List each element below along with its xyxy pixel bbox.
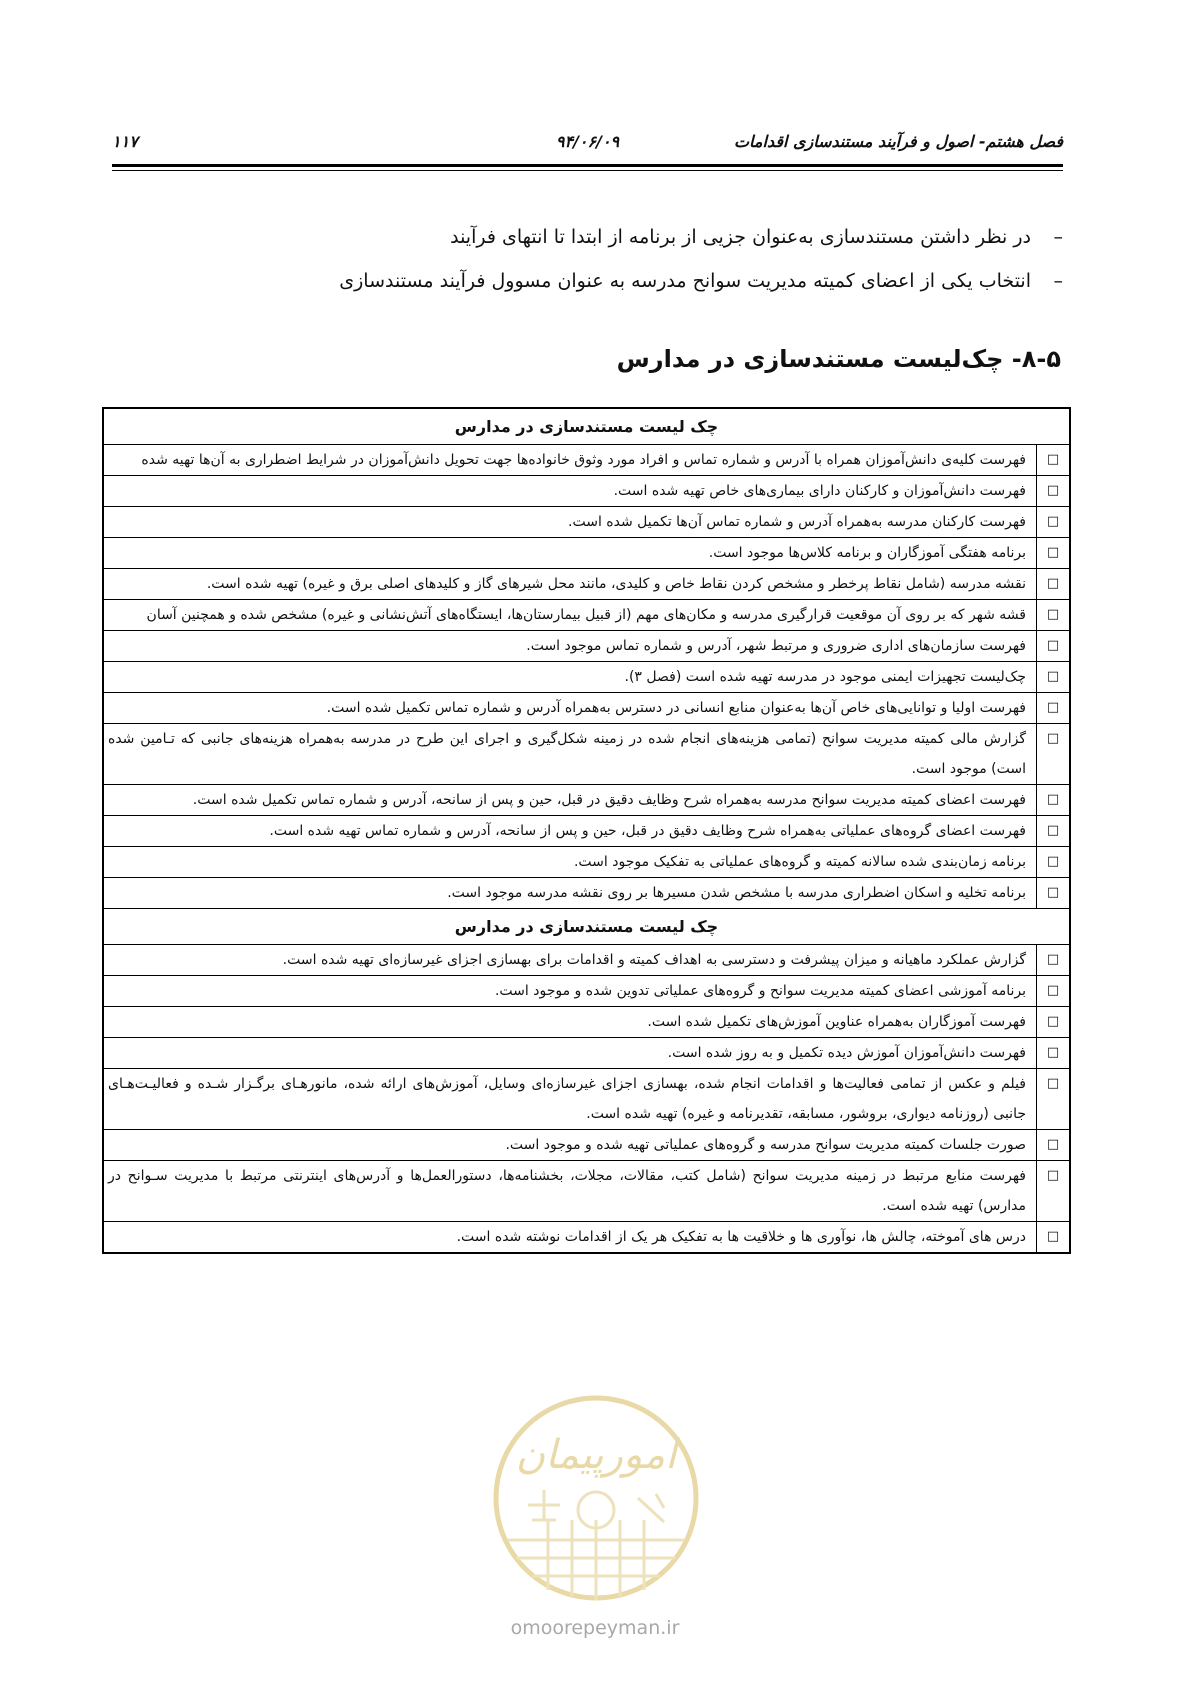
table-row <box>104 1130 1069 1161</box>
page-number: ۱۱۷ <box>112 132 138 151</box>
checkbox[interactable]: □ <box>1036 445 1069 475</box>
checklist-item-text: برنامه زمان‌بندی شده سالانه کمیته و گروه‌های عملیاتی به تفکیک موجود است. <box>573 854 1026 870</box>
checkbox[interactable]: □ <box>1036 1161 1069 1221</box>
checkbox[interactable]: □ <box>1036 945 1069 975</box>
checklist-group-2 <box>104 945 1069 1252</box>
header-rule-thin <box>112 170 1063 171</box>
checkbox[interactable]: □ <box>1036 1069 1069 1129</box>
checkbox[interactable]: □ <box>1036 569 1069 599</box>
checkbox[interactable]: □ <box>1036 1222 1069 1252</box>
table-row <box>104 569 1069 600</box>
checkbox[interactable]: □ <box>1036 785 1069 815</box>
table-row <box>104 600 1069 631</box>
checkbox[interactable]: □ <box>1036 1007 1069 1037</box>
checkbox[interactable]: □ <box>1036 878 1069 908</box>
table-row <box>104 976 1069 1007</box>
checkbox[interactable]: □ <box>1036 476 1069 506</box>
checklist-item-text: قشه شهر که بر روی آن موقعیت قرارگیری مدرسه و مکان‌های مهم (از قبیل بیمارستان‌ها، ایستگاه‌های آتش‌نشانی و غیره) مشخص شده و همچنین آسان <box>146 607 1026 623</box>
checklist-item-text: فهرست کلیه‌ی دانش‌آموزان همراه با آدرس و شماره تماس و افراد مورد وثوق خانواده‌ها جهت تحویل دانش‌آموزان در شرایط اضطراری به آن‌ها تهیه شده <box>141 452 1026 468</box>
checklist-item-text: فهرست منابع مرتبط در زمینه مدیریت سوانح (شامل کتب، مقالات، مجلات، بخشنامه‌ها، دستورالعمل‌ها و آدرس‌های اینترنتی مرتبط با مدیریت سـوانح در مدارس) تهیه شده است. <box>108 1168 1026 1214</box>
table-row <box>104 878 1069 908</box>
checklist-item-text: برنامه تخلیه و اسکان اضطراری مدرسه با مشخص شدن مسیرها بر روی نقشه مدرسه موجود است. <box>447 885 1026 901</box>
table-header: چک لیست مستندسازی در مدارس <box>104 908 1069 945</box>
table-row <box>104 724 1069 785</box>
table-row <box>104 847 1069 878</box>
checkbox[interactable]: □ <box>1036 1130 1069 1160</box>
checkbox[interactable]: □ <box>1036 724 1069 784</box>
chapter-title: فصل هشتم- اصول و فرآیند مستندسازی اقدامات <box>733 132 1063 151</box>
table-row <box>104 1222 1069 1252</box>
checklist-item-text: فهرست اعضای گروه‌های عملیاتی به‌همراه شرح وظایف دقیق در قبل، حین و پس از سانحه، آدرس و شماره تماس تهیه شده است. <box>269 823 1026 839</box>
checklist-item-text: فهرست سازمان‌های اداری ضروری و مرتبط شهر، آدرس و شماره تماس موجود است. <box>526 638 1026 654</box>
seal-text: امورپیمان <box>515 1432 677 1478</box>
table-row <box>104 945 1069 976</box>
header-rule-thick <box>112 164 1063 167</box>
bullet-item <box>163 259 1063 303</box>
table-row <box>104 1161 1069 1222</box>
checklist-item-text: گزارش مالی کمیته مدیریت سوانح (تمامی هزینه‌های انجام شده در زمینه شکل‌گیری و اجرای این طرح در مدرسه به‌همراه هزینه‌های جانبی که تـامین شده است) موجود است. <box>108 731 1026 777</box>
checklist-item-text: فهرست اولیا و توانایی‌های خاص آن‌ها به‌عنوان منابع انسانی در دسترس به‌همراه آدرس و شماره تماس تکمیل شده است. <box>326 700 1026 716</box>
checkbox[interactable]: □ <box>1036 1038 1069 1068</box>
header-date: ۹۴/۰۶/۰۹ <box>555 132 620 151</box>
checkbox[interactable]: □ <box>1036 538 1069 568</box>
checkbox[interactable]: □ <box>1036 693 1069 723</box>
watermark-seal <box>488 1390 704 1606</box>
bullet-item <box>163 215 1063 259</box>
checklist-item-text: فیلم و عکس از تمامی فعالیت‌ها و اقدامات انجام شده، بهسازی اجزای غیرسازه‌ای وسایل، آموزش‌های ارائه شده، مانورهـای برگـزار شـده و فعالیـت‌هـای جانبی (روزنامه دیواری، بروشور، مسابقه، تقدیرنامه و غیره) تهیه شده است. <box>108 1076 1026 1122</box>
checklist-item-text: برنامه هفتگی آموزگاران و برنامه کلاس‌ها موجود است. <box>708 545 1026 561</box>
checklist-table <box>102 407 1071 1254</box>
table-row <box>104 693 1069 724</box>
dash-marker: – <box>1053 226 1063 248</box>
checklist-item-text: چک‌لیست تجهیزات ایمنی موجود در مدرسه تهیه شده است (فصل ۳). <box>624 669 1026 685</box>
table-row <box>104 631 1069 662</box>
checklist-item-text: برنامه آموزشی اعضای کمیته مدیریت سوانح و گروه‌های عملیاتی تدوین شده و موجود است. <box>494 983 1026 999</box>
section-title: ۸-۵- چک‌لیست مستندسازی در مدارس <box>616 345 1061 373</box>
table-row <box>104 785 1069 816</box>
checklist-item-text: فهرست دانش‌آموزان و کارکنان دارای بیماری‌های خاص تهیه شده است. <box>613 483 1026 499</box>
table-row <box>104 445 1069 476</box>
bullet-list <box>163 215 1063 303</box>
table-row <box>104 816 1069 847</box>
table-row <box>104 507 1069 538</box>
checklist-item-text: نقشه مدرسه (شامل نقاط پرخطر و مشخص کردن نقاط خاص و کلیدی، مانند محل شیرهای گاز و کلیدهای اصلی برق و غیره) تهیه شده است. <box>206 576 1026 592</box>
checklist-item-text: گزارش عملکرد ماهیانه و میزان پیشرفت و دسترسی به اهداف کمیته و اقدامات برای بهسازی اجزای غیرسازه‌ای تهیه شده است. <box>282 952 1026 968</box>
table-row <box>104 538 1069 569</box>
checkbox[interactable]: □ <box>1036 976 1069 1006</box>
table-row <box>104 662 1069 693</box>
checklist-item-text: فهرست آموزگاران به‌همراه عناوین آموزش‌های تکمیل شده است. <box>647 1014 1026 1030</box>
table-row <box>104 1038 1069 1069</box>
checklist-item-text: فهرست اعضای کمیته مدیریت سوانح مدرسه به‌همراه شرح وظایف دقیق در قبل، حین و پس از سانحه، آدرس و شماره تماس تکمیل شده است. <box>192 792 1026 808</box>
checklist-item-text: صورت جلسات کمیته مدیریت سوانح مدرسه و گروه‌های عملیاتی تهیه شده و موجود است. <box>505 1137 1026 1153</box>
table-row <box>104 1069 1069 1130</box>
checkbox[interactable]: □ <box>1036 631 1069 661</box>
checklist-item-text: درس های آموخته، چالش ها، نوآوری ها و خلاقیت ها به تفکیک هر یک از اقدامات نوشته شده است. <box>456 1229 1026 1245</box>
watermark-website: omoorepeyman.ir <box>510 1617 680 1639</box>
bullet-text: انتخاب یکی از اعضای کمیته مدیریت سوانح مدرسه به عنوان مسوول فرآیند مستندسازی <box>339 270 1031 292</box>
checklist-item-text: فهرست دانش‌آموزان آموزش دیده تکمیل و به روز شده است. <box>667 1045 1026 1061</box>
checkbox[interactable]: □ <box>1036 816 1069 846</box>
checkbox[interactable]: □ <box>1036 600 1069 630</box>
checkbox[interactable]: □ <box>1036 662 1069 692</box>
page-header <box>112 128 1063 160</box>
checkbox[interactable]: □ <box>1036 507 1069 537</box>
table-row <box>104 476 1069 507</box>
table-row <box>104 1007 1069 1038</box>
dash-marker: – <box>1053 270 1063 292</box>
checkbox[interactable]: □ <box>1036 847 1069 877</box>
checklist-item-text: فهرست کارکنان مدرسه به‌همراه آدرس و شماره تماس آن‌ها تکمیل شده است. <box>568 514 1026 530</box>
table-header: چک لیست مستندسازی در مدارس <box>104 409 1069 445</box>
checklist-group-1 <box>104 445 1069 908</box>
bullet-text: در نظر داشتن مستندسازی به‌عنوان جزیی از برنامه از ابتدا تا انتهای فرآیند <box>450 226 1031 248</box>
